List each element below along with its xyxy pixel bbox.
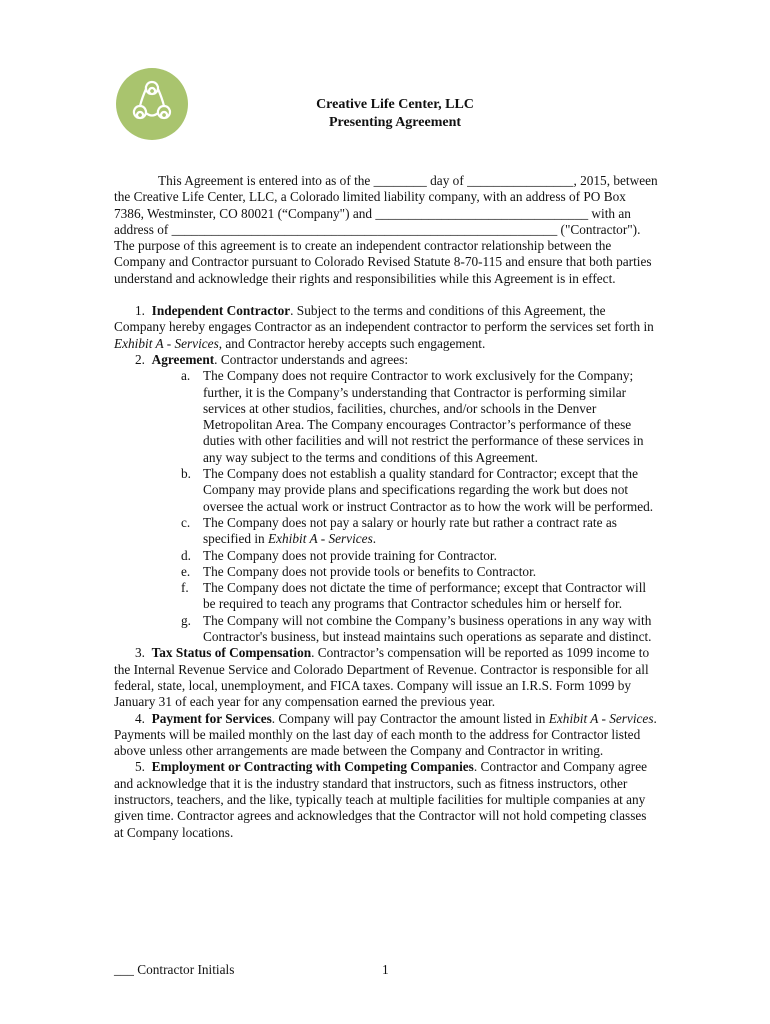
- list-item-text: The Company does not pay a salary or hourly rate but rather a contract rate as specified in: [203, 514, 617, 547]
- list-item-text: The Company does not provide tools or benefits to Contractor.: [203, 563, 537, 579]
- section-text: , and Contractor hereby accepts such engagement.: [218, 335, 486, 351]
- page-number: 1: [382, 962, 389, 977]
- intro-paragraph: This Agreement is entered into as of the ________ day of ________________, 2015, between the Creative Life Center, LLC, a Colorado limited liability company, with an address of PO Box 7386, Westminster, CO 80021 (“Company") and ________________________________ with an address of __________________________________________________________ ("Contractor"). The purpose of this agreement is to create an independent contractor relationship between the Company and Contractor pursuant to Colorado Revised Statute 8-70-115 and ensure that both parties understand and acknowledge their rights and responsibilities while this Agreement is in effect.: [114, 173, 658, 286]
- list-item: [114, 466, 658, 515]
- list-letter: c.: [181, 514, 191, 530]
- section-number: 4.: [135, 710, 145, 726]
- section-number: 2.: [135, 351, 145, 367]
- section-text: . Contractor understands and agrees:: [214, 351, 409, 367]
- list-letter: f.: [181, 580, 189, 596]
- section-independent-contractor: [114, 303, 658, 352]
- list-item: [114, 368, 658, 466]
- section-number: 5.: [135, 759, 145, 775]
- section-text: . Contractor’s compensation will be reported as 1099 income to the Internal Revenue Service and Colorado Department of Revenue. Contractor is responsible for all federal, state, local, unemployment, and FICA taxes. Company will issue an I.R.S. Form 1099 by January 31 of each year for any compensation earned the previous year.: [114, 645, 650, 710]
- list-item-text: The Company does not dictate the time of performance; except that Contractor will be required to teach any programs that Contractor schedules him or herself for.: [203, 580, 647, 612]
- contractor-initials: ___ Contractor Initials: [114, 962, 235, 977]
- exhibit-reference: Exhibit A - Services: [114, 335, 219, 351]
- list-item-text: The Company does not establish a quality standard for Contractor; except that the Company may provide plans and specifications regarding the work but does not oversee the actual work or instruct Contractor as to how the work will be performed.: [203, 466, 654, 514]
- list-letter: a.: [181, 368, 191, 384]
- document-title: [250, 96, 540, 132]
- section-text: . Contractor and Company agree and acknowledge that it is the industry standard that instructors, such as fitness instructors, other instructors, teachers, and the like, typically teach at multiple facilities for multiple companies at any given time. Contractor agrees and acknowledges that the Contractor will not hold competing classes at Company locations.: [114, 759, 648, 840]
- list-item-text: .: [372, 531, 377, 547]
- list-item-text: The Company will not combine the Company’s business operations in any way with Contractor's business, but instead maintains such operations as separate and distinct.: [203, 612, 652, 645]
- section-text: . Payments will be mailed monthly on the last day of each month to the address for Contractor listed above unless other arrangements are made between the Company and Contractor in writing.: [114, 710, 657, 759]
- list-item: [114, 564, 658, 580]
- section-agreement: [114, 352, 658, 368]
- section-heading: Independent Contractor: [151, 303, 291, 319]
- list-letter: e.: [181, 563, 191, 579]
- list-letter: g.: [181, 612, 191, 628]
- section-payment: [114, 711, 658, 760]
- list-item-text: The Company does not provide training for Contractor.: [203, 547, 497, 563]
- agreement-title: Presenting Agreement: [328, 115, 462, 130]
- section-competing-companies: [114, 759, 658, 840]
- list-letter: b.: [181, 466, 191, 482]
- section-number: 3.: [135, 645, 145, 661]
- document-body: [114, 173, 658, 841]
- list-item: [114, 548, 658, 564]
- list-item: [114, 613, 658, 646]
- list-item-text: The Company does not require Contractor to work exclusively for the Company; further, it is the Company’s understanding that Contractor is performing similar services at other studios, facilities, churches, and/or schools in the Denver Metropolitan Area. The Company encourages Contractor’s performance of these duties with other facilities and will not restrict the performance of these services in any way subject to the terms and conditions of this Agreement.: [203, 368, 644, 465]
- section-heading: Agreement: [151, 351, 215, 367]
- exhibit-reference: Exhibit A - Services: [268, 531, 373, 547]
- section-number: 1.: [135, 303, 145, 319]
- section-heading: Tax Status of Compensation: [151, 645, 312, 661]
- section-text: . Subject to the terms and conditions of this Agreement, the Company hereby engages Contractor as an independent contractor to perform the services set forth in: [114, 303, 654, 335]
- list-item: [114, 580, 658, 613]
- section-heading: Employment or Contracting with Competing Companies: [151, 759, 474, 775]
- section-heading: Payment for Services: [151, 710, 272, 726]
- section-tax-status: [114, 645, 658, 710]
- list-item: [114, 515, 658, 548]
- company-name: Creative Life Center, LLC: [316, 97, 474, 112]
- section-text: . Company will pay Contractor the amount listed in: [271, 710, 549, 726]
- exhibit-reference: Exhibit A - Services: [548, 710, 654, 726]
- triskele-logo-icon: [116, 68, 188, 140]
- list-letter: d.: [181, 547, 191, 563]
